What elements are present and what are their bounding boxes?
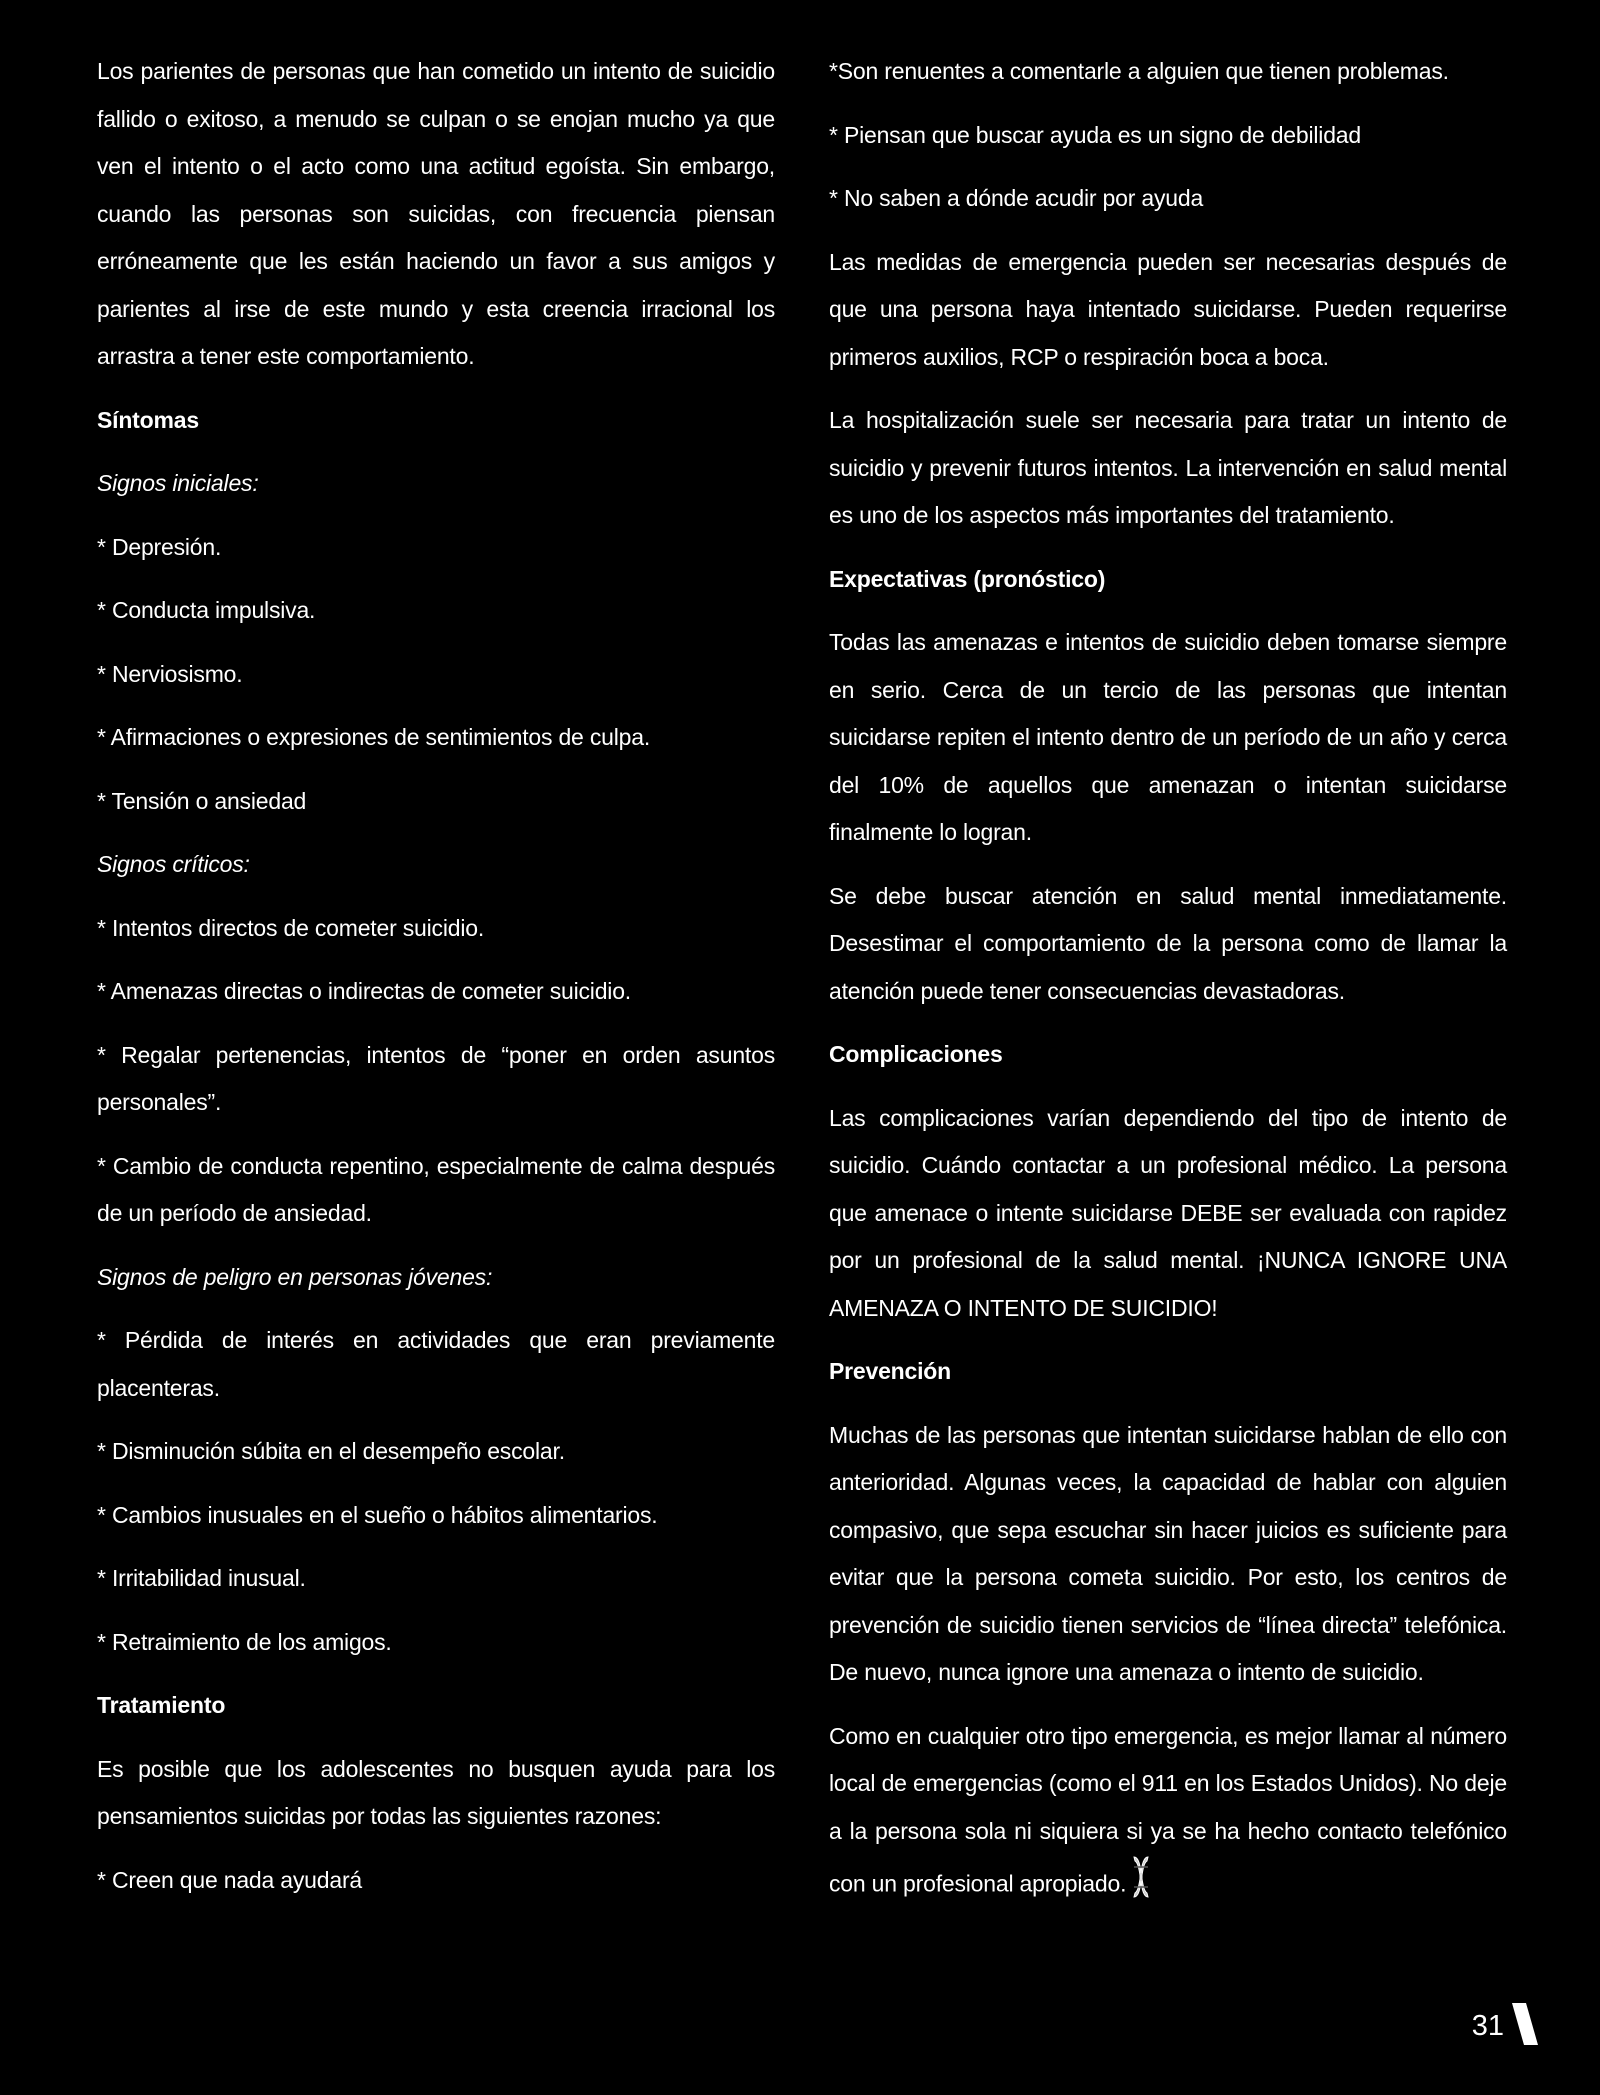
list-item	[97, 905, 775, 953]
list-item	[97, 1317, 775, 1412]
text: * Cambio de conducta repentino, especialmente de calma después de un período de ansiedad.	[97, 1152, 775, 1226]
paragraph	[829, 1713, 1507, 1916]
subheading-signos-iniciales	[97, 460, 775, 508]
list-item	[97, 714, 775, 762]
list-item	[97, 1555, 775, 1603]
list-item	[97, 587, 775, 635]
text: * Amenazas directas o indirectas de cometer suicidio.	[97, 978, 631, 1004]
text: *Son renuentes a comentarle a alguien que tienen problemas.	[829, 58, 1449, 84]
text: * Disminución súbita en el desempeño escolar.	[97, 1438, 565, 1464]
text: * Conducta impulsiva.	[97, 597, 316, 623]
text: Las medidas de emergencia pueden ser necesarias después de que una persona haya intentado suicidarse. Pueden requerirse primeros auxilios, RCP o respiración boca a boca.	[829, 248, 1507, 370]
text: * Afirmaciones o expresiones de sentimientos de culpa.	[97, 724, 651, 750]
text: Prevención	[829, 1358, 951, 1384]
text: Muchas de las personas que intentan suicidarse hablan de ello con anterioridad. Algunas veces, la capacidad de hablar con alguien compasivo, que sepa escuchar sin hacer juicios es suficiente para evitar que la persona cometa suicidio. Por esto, los centros de prevención de suicidio tienen servicios de “línea directa” telefónica. De nuevo, nunca ignore una amenaza o intento de suicidio.	[829, 1421, 1507, 1685]
paragraph	[829, 239, 1507, 382]
paragraph	[97, 1746, 775, 1841]
text: Todas las amenazas e intentos de suicidio deben tomarse siempre en serio. Cerca de un tercio de las personas que intentan suicidarse repiten el intento dentro de un período de un año y cerca del 10% de aquellos que amenazan o intentan suicidarse finalmente lo logran.	[829, 629, 1507, 845]
page-number: 31	[1471, 2010, 1504, 2042]
text: * Depresión.	[97, 533, 222, 560]
paragraph	[829, 1412, 1507, 1697]
text: Tratamiento	[97, 1692, 226, 1718]
text: Expectativas (pronóstico)	[829, 565, 1106, 592]
text: * Nerviosismo.	[97, 660, 243, 687]
text: La hospitalización suele ser necesaria para tratar un intento de suicidio y prevenir futuros intentos. La intervención en salud mental es uno de los aspectos más importantes del tratamiento.	[829, 407, 1507, 528]
text: * Intentos directos de cometer suicidio.	[97, 914, 485, 941]
subheading-signos-de-peligro-en-personas-jovenes	[97, 1254, 775, 1302]
subheading-signos-criticos	[97, 841, 775, 889]
section-heading-sintomas	[97, 397, 775, 445]
text: Complicaciones	[829, 1041, 1003, 1067]
list-item	[97, 968, 775, 1016]
list-item	[97, 1619, 775, 1667]
text: Signos críticos:	[97, 851, 250, 877]
page-corner-icon	[1512, 2003, 1538, 2050]
chromosome-icon	[1130, 1855, 1152, 1916]
list-item	[97, 778, 775, 826]
text: Se debe buscar atención en salud mental inmediatamente. Desestimar el comportamiento de la persona como de llamar la atención puede tener consecuencias devastadoras.	[829, 882, 1507, 1004]
section-heading-complicaciones	[829, 1031, 1507, 1079]
section-heading-tratamiento	[97, 1682, 775, 1730]
paragraph	[829, 397, 1507, 540]
list-item	[97, 1032, 775, 1127]
text: Es posible que los adolescentes no busquen ayuda para los pensamientos suicidas por todas las siguientes razones:	[97, 1755, 775, 1829]
right-column	[829, 48, 1507, 1932]
list-item	[829, 175, 1507, 223]
text: Signos de peligro en personas jóvenes:	[97, 1263, 493, 1290]
text: * Retraimiento de los amigos.	[97, 1628, 392, 1655]
list-item	[829, 112, 1507, 160]
text: * No saben a dónde acudir por ayuda	[829, 185, 1204, 211]
page-footer	[1472, 2003, 1538, 2050]
text: Las complicaciones varían dependiendo del tipo de intento de suicidio. Cuándo contactar a un profesional médico. La persona que amenace o intente suicidarse DEBE ser evaluada con rapidez por un profesional de la salud mental. ¡NUNCA IGNORE UNA AMENAZA O INTENTO DE SUICIDIO!	[829, 1104, 1507, 1321]
text: * Pérdida de interés en actividades que eran previamente placenteras.	[97, 1327, 775, 1401]
text: Los parientes de personas que han cometido un intento de suicidio fallido o exitoso, a menudo se culpan o se enojan mucho ya que ven el intento o el acto como una actitud egoísta. Sin embargo, cuando las personas son suicidas, con frecuencia piensan erróneamente que les están haciendo un favor a sus amigos y parientes al irse de este mundo y esta creencia irracional los arrastra a tener este comportamiento.	[97, 58, 775, 369]
text: * Piensan que buscar ayuda es un signo de debilidad	[829, 121, 1361, 148]
list-item	[97, 1492, 775, 1540]
paragraph	[829, 1095, 1507, 1333]
text: * Regalar pertenencias, intentos de “poner en orden asuntos personales”.	[97, 1041, 775, 1115]
paragraph	[829, 873, 1507, 1016]
text: * Creen que nada ayudará	[97, 1866, 363, 1893]
list-item	[97, 651, 775, 699]
text: Como en cualquier otro tipo emergencia, es mejor llamar al número local de emergencias (como el 911 en los Estados Unidos). No deje a la persona sola ni siquiera si ya se ha hecho contacto telefónico con un profesional apropiado.	[829, 1722, 1507, 1897]
text: * Tensión o ansiedad	[97, 787, 307, 814]
paragraph	[829, 619, 1507, 857]
section-heading-prevencion	[829, 1348, 1507, 1396]
text: Signos iniciales:	[97, 470, 259, 496]
list-item	[97, 1857, 775, 1905]
left-column	[97, 48, 775, 1920]
list-item	[829, 48, 1507, 96]
text: Síntomas	[97, 406, 199, 433]
section-heading-expectativas-pronostico	[829, 556, 1507, 604]
text: * Cambios inusuales en el sueño o hábitos alimentarios.	[97, 1501, 658, 1528]
list-item	[97, 524, 775, 572]
text: * Irritabilidad inusual.	[97, 1565, 306, 1591]
paragraph	[97, 48, 775, 381]
list-item	[97, 1143, 775, 1238]
list-item	[97, 1428, 775, 1476]
